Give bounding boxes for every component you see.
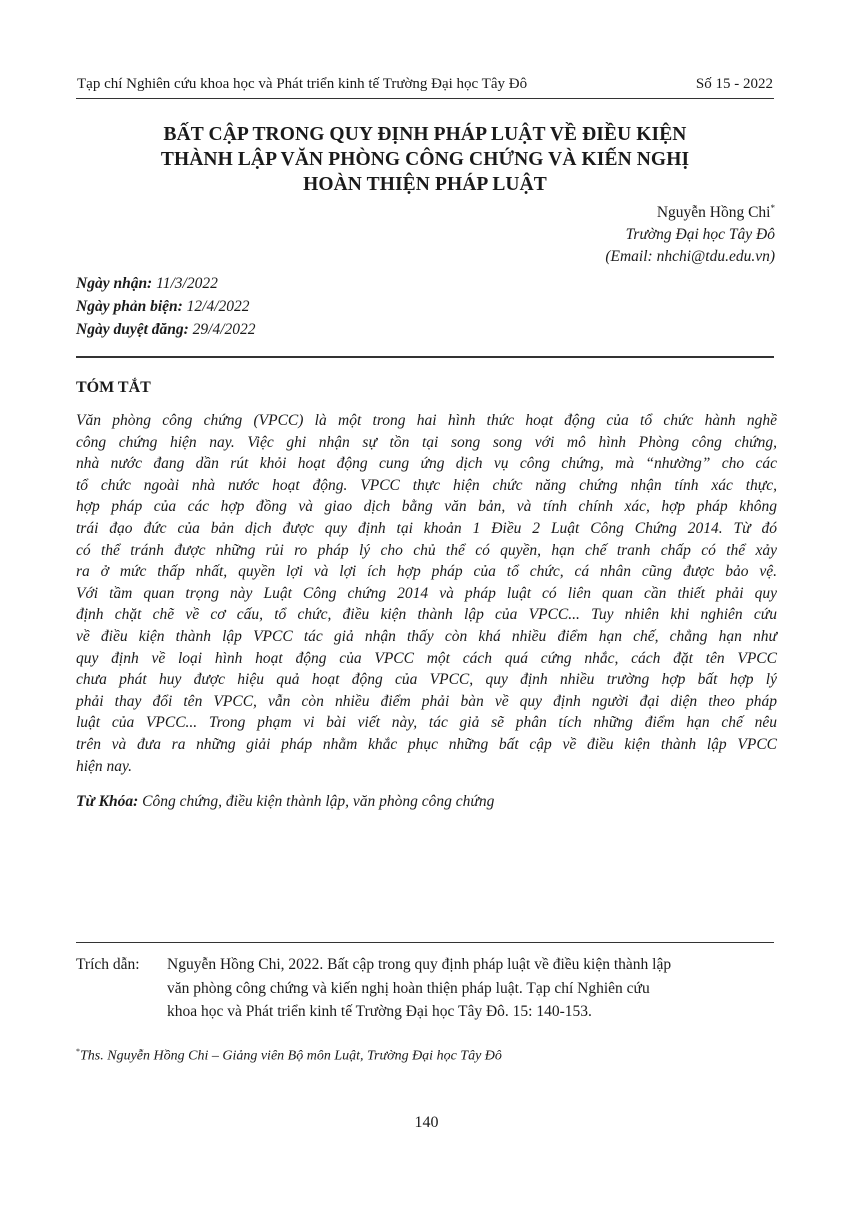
article-dates [76, 272, 256, 341]
abstract-line: quy định về loại hình hoạt động của VPCC một cách quá cứng nhắc, cách đặt tên VPCC [76, 649, 777, 667]
accepted-label: Ngày duyệt đăng: [76, 321, 189, 338]
abstract-line: trái đạo đức của bản dịch được quy định tại khoản 1 Điều 2 Luật Công Chứng 2014. Từ đó [76, 519, 777, 537]
header-divider [76, 98, 774, 99]
citation-line: Nguyễn Hồng Chi, 2022. Bất cập trong quy định pháp luật về điều kiện thành lập [167, 956, 672, 973]
received-label: Ngày nhận: [76, 275, 153, 292]
abstract-line: công chứng hiện nay. Việc ghi nhận sự tồn tại song song với mô hình Phòng công chứng, [76, 433, 777, 451]
keywords [76, 793, 494, 811]
abstract-line: về điều kiện thành lập VPCC tác giả nhận thấy còn khá nhiều điểm hạn chế, chẳng hạn như [76, 627, 777, 645]
abstract-line: Với tầm quan trọng này Luật Công chứng 2014 và pháp luật có liên quan cần thiết phải quy [76, 584, 777, 602]
journal-header: Tạp chí Nghiên cứu khoa học và Phát triển kinh tế Trường Đại học Tây Đô [77, 76, 528, 92]
abstract-line: ra ở mức thấp nhất, quyền lợi và lợi ích hợp pháp của tổ chức, cá nhân cũng được bảo vệ. [76, 563, 777, 581]
keywords-text: Công chứng, điều kiện thành lập, văn phòng công chứng [138, 793, 495, 810]
citation-divider [76, 942, 774, 943]
section-divider [76, 356, 774, 358]
author-email: (Email: nhchi@tdu.edu.vn) [605, 248, 775, 266]
accepted-date: 29/4/2022 [192, 321, 256, 338]
abstract-line: hiện nay. [76, 757, 132, 775]
abstract-line: định chặt chẽ về cơ cấu, tổ chức, điều kiện thành lập của VPCC... Tuy nhiên khi nghiên cứu [76, 606, 777, 624]
abstract-line: phải thay đổi tên VPCC, vẫn còn nhiều điểm phải bàn về quy định người đại diện theo pháp [76, 692, 777, 710]
abstract-line: trên và đưa ra những giải pháp nhằm khắc phục những bất cập về điều kiện thành lập VPCC [76, 735, 777, 753]
received-date: 11/3/2022 [156, 275, 218, 292]
title-line: THÀNH LẬP VĂN PHÒNG CÔNG CHỨNG VÀ KIẾN NGHỊ [160, 149, 690, 170]
title-line: HOÀN THIỆN PHÁP LUẬT [303, 174, 547, 195]
author-block [605, 197, 775, 268]
abstract-line: chưa phát huy được hiệu quả hoạt động của VPCC, quy định nhiều trường hợp bất hợp lý [76, 671, 777, 689]
footnote-text: Ths. Nguyễn Hồng Chi – Giảng viên Bộ môn Luật, Trường Đại học Tây Đô [80, 1048, 502, 1064]
abstract-text [76, 410, 777, 777]
abstract-line: nhà nước đang dần rút khỏi hoạt động cung ứng dịch vụ công chứng, mà “nhường” cho các [76, 455, 777, 473]
citation-line: khoa học và Phát triển kinh tế Trường Đại học Tây Đô. 15: 140-153. [167, 1003, 592, 1020]
abstract-line: luật của VPCC... Trong phạm vi bài viết này, tác giả sẽ phân tích những điểm hạn chế nêu [76, 714, 777, 732]
abstract-line: tổ chức ngoài nhà nước hoạt động. VPCC thực hiện chức năng chứng nhận tính xác thực, [76, 476, 777, 494]
review-label: Ngày phản biện: [76, 298, 183, 315]
page-number: 140 [414, 1114, 439, 1131]
title-line: BẤT CẬP TRONG QUY ĐỊNH PHÁP LUẬT VỀ ĐIỀU KIỆN [163, 124, 687, 145]
abstract-line: có thể tránh được những rủi ro pháp lý cho chủ thể có quyền, hạn chế tranh chấp có thể xảy [76, 541, 777, 559]
review-date: 12/4/2022 [186, 298, 250, 315]
keywords-label: Từ Khóa: [76, 793, 139, 810]
abstract-line: hợp pháp của các hợp đồng và giao dịch bằng văn bản, và tính chính xác, hợp pháp không [76, 498, 777, 516]
author-affiliation: Trường Đại học Tây Đô [625, 226, 775, 244]
citation-line: văn phòng công chứng và kiến nghị hoàn thiện pháp luật. Tạp chí Nghiên cứu [167, 979, 650, 997]
abstract-heading: TÓM TẮT [76, 379, 151, 396]
footnote-mark: * [76, 1047, 80, 1056]
abstract-line: Văn phòng công chứng (VPCC) là một trong hai hình thức hoạt động của tổ chức hành nghề [76, 412, 777, 429]
author-footnote-mark: * [770, 203, 775, 213]
citation-block [76, 953, 776, 1024]
author-footnote [76, 1047, 502, 1065]
article-title [76, 122, 774, 197]
author-name: Nguyễn Hồng Chi [656, 204, 771, 222]
citation-label: Trích dẫn: [76, 956, 140, 973]
issue-number: Số 15 - 2022 [695, 76, 773, 92]
